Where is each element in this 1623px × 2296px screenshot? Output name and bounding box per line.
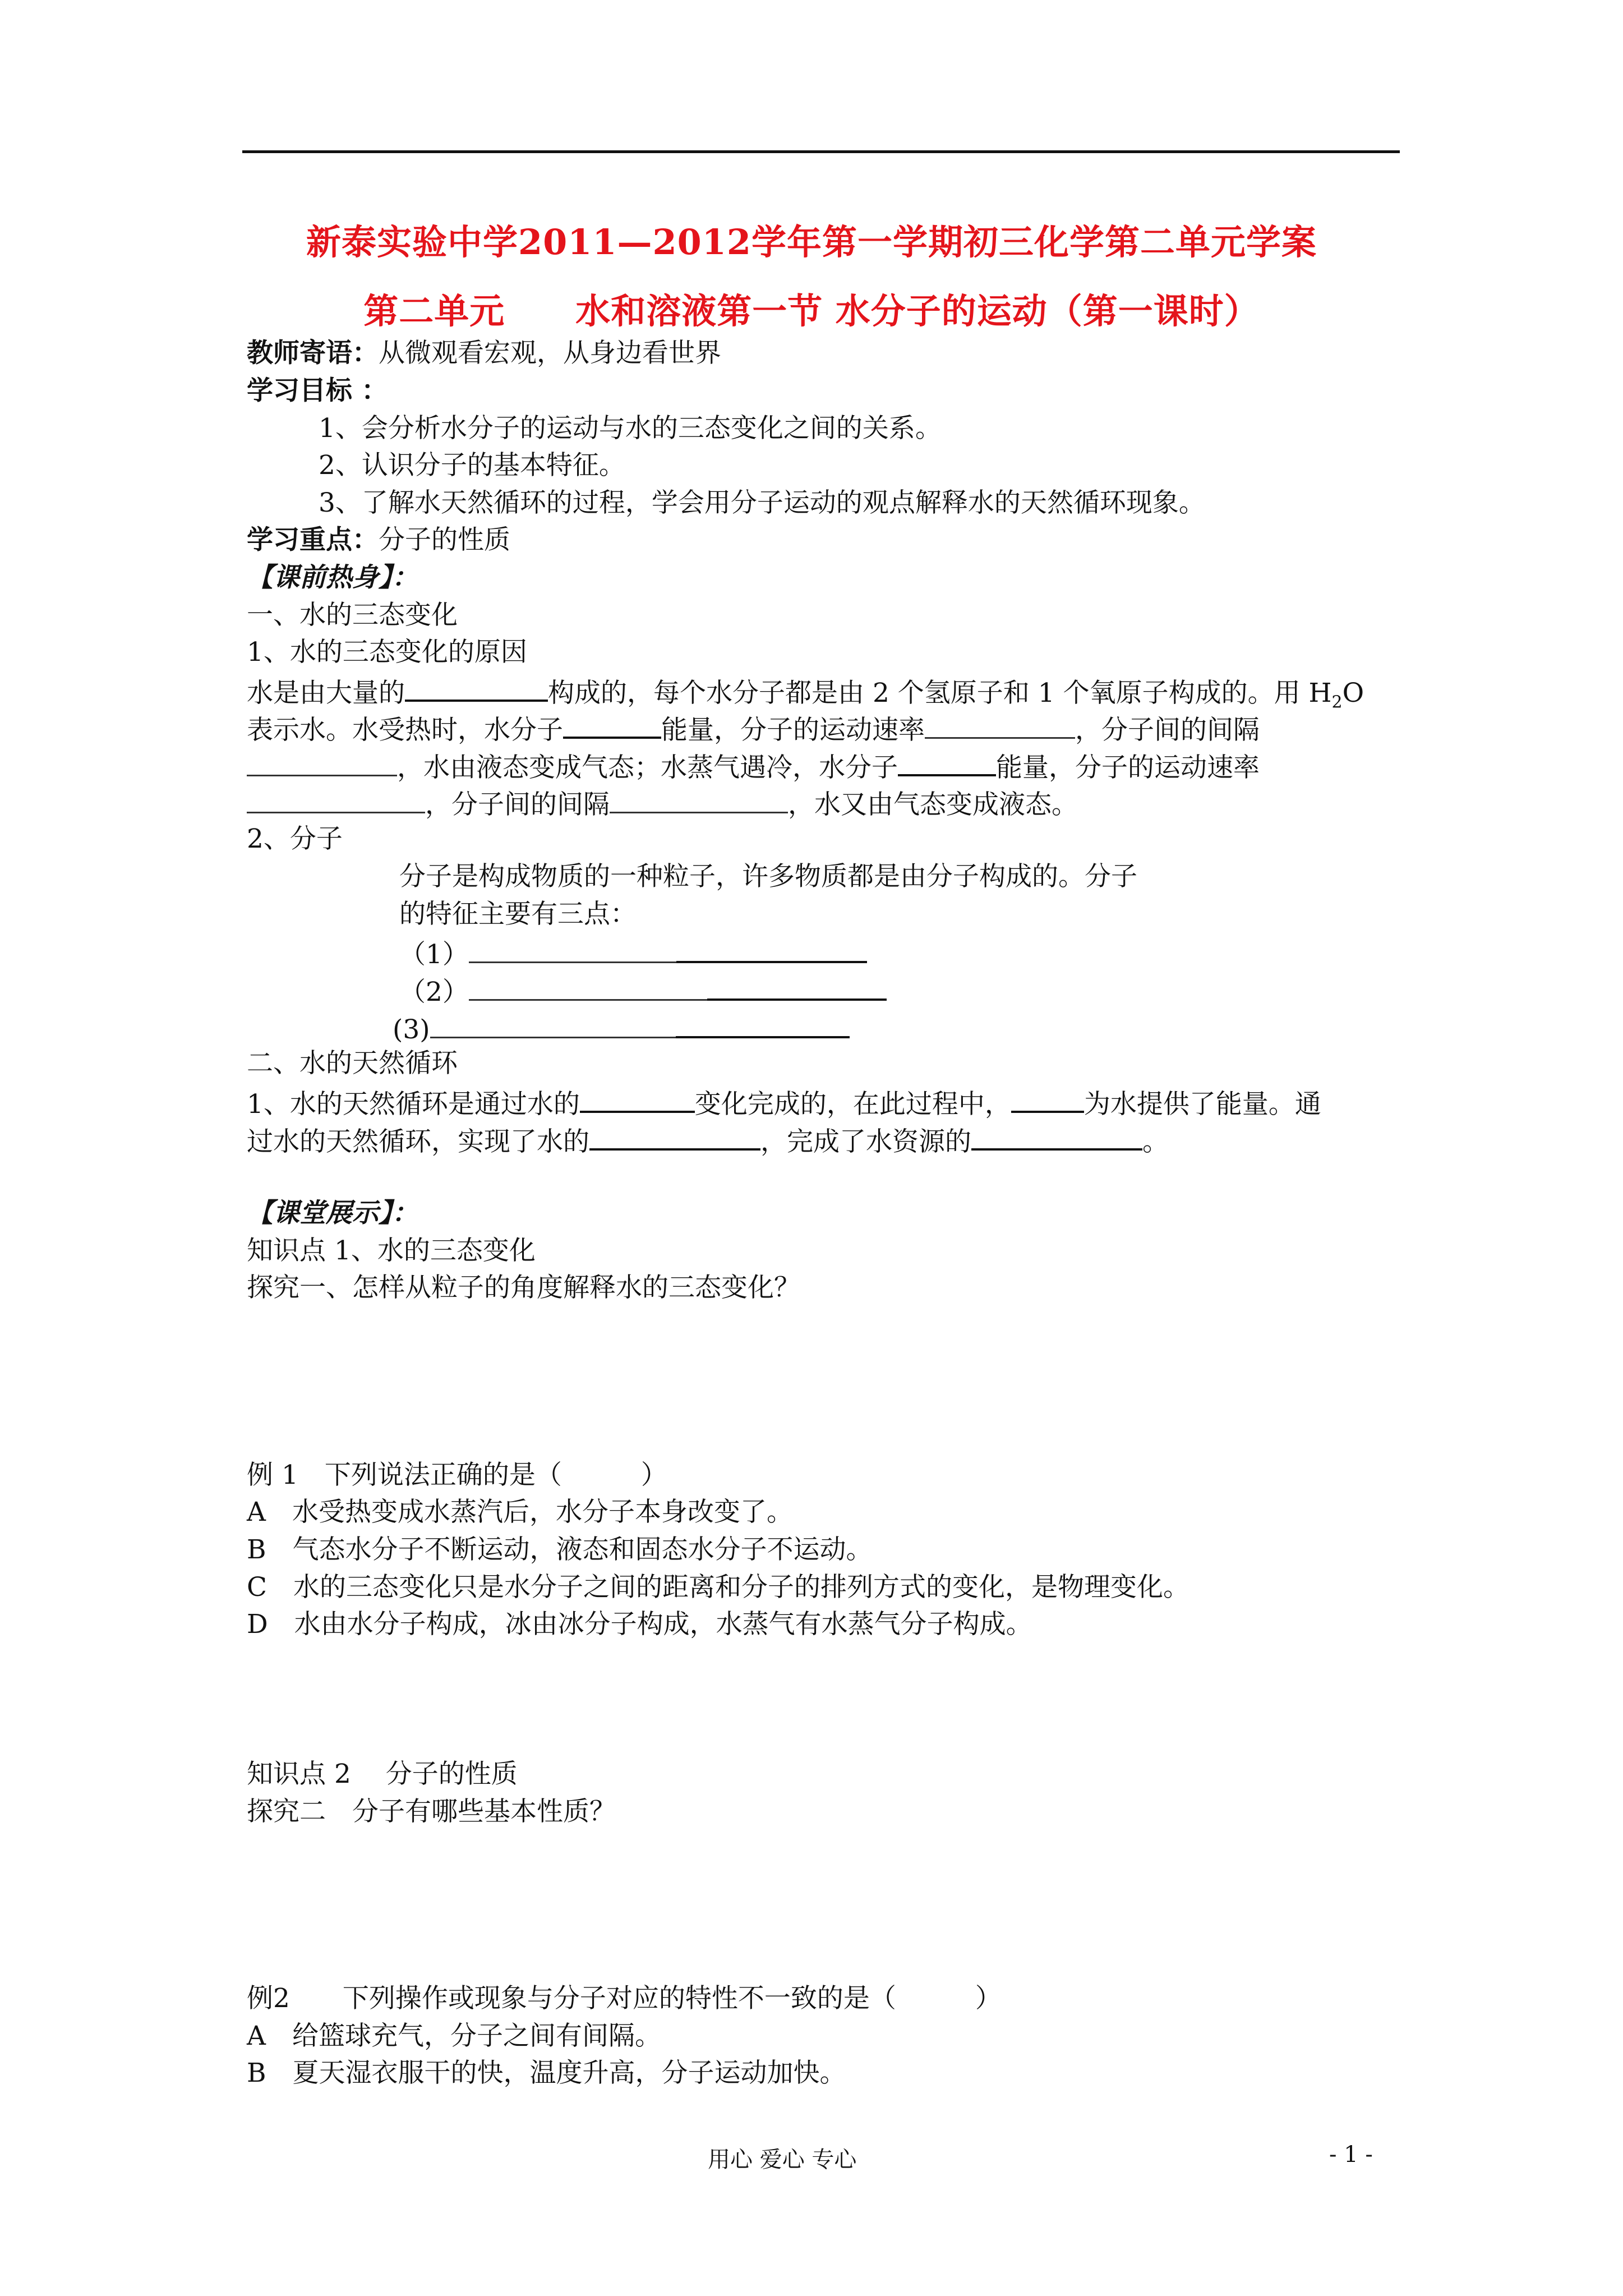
objective-1: 1、会分析水分子的运动与水的三态变化之间的关系。 <box>319 413 942 444</box>
section-heading-1: 一、水的三态变化 <box>247 600 458 631</box>
fill-blank[interactable] <box>469 971 707 1001</box>
fill-blank[interactable] <box>563 708 661 739</box>
fill-blank[interactable] <box>430 1009 676 1038</box>
knowledge-point-1: 知识点 1、水的三态变化 <box>247 1235 536 1266</box>
document-title: 新泰实验中学2011—2012学年第一学期初三化学第二单元学案 <box>306 222 1317 263</box>
molecule-paragraph-1: 分子是构成物质的一种粒子，许多物质都是由分子构成的。分子 <box>399 861 1137 892</box>
example-1-option-c: C 水的三态变化只是水分子之间的距离和分子的排列方式的变化，是物理变化。 <box>247 1572 1189 1603</box>
subsection-1: 1、水的三态变化的原因 <box>247 637 527 668</box>
example-1-option-b: B 气态水分子不断运动，液态和固态水分子不运动。 <box>247 1534 873 1565</box>
example-2-option-b: B 夏天湿衣服干的快，温度升高，分子运动加快。 <box>247 2058 846 2088</box>
cycle-line-2: 过水的天然循环，实现了水的 ，完成了水资源的 。 <box>247 1120 1169 1161</box>
cycle-line-1: 1、水的天然循环是通过水的 变化完成的，在此过程中， 为水提供了能量。通 <box>247 1083 1321 1123</box>
paragraph-line-3: ，水由液态变成气态；水蒸气遇冷，水分子 能量，分子的运动速率 <box>247 746 1260 786</box>
page-number: - 1 - <box>1329 2142 1373 2168</box>
explore-2: 探究二 分子有哪些基本性质？ <box>247 1796 616 1827</box>
document-subtitle: 第二单元 水和溶液第一节 水分子的运动（第一课时） <box>363 291 1260 332</box>
paragraph-line-4: ，分子间的间隔 ，水又由气态变成液态。 <box>247 784 1078 823</box>
feature-1: （1） <box>399 933 867 973</box>
objectives-label: 学习目标 ： <box>247 375 388 406</box>
fill-blank[interactable] <box>589 1120 760 1151</box>
footer-motto: 用心 爱心 专心 <box>708 2147 857 2173</box>
key-point-label: 学习重点： <box>247 524 379 555</box>
explore-1: 探究一、怎样从粒子的角度解释水的三态变化？ <box>247 1272 800 1303</box>
key-point <box>247 522 510 559</box>
fill-blank[interactable] <box>898 746 996 776</box>
fill-blank[interactable] <box>925 709 1075 739</box>
knowledge-point-2: 知识点 2 分子的性质 <box>247 1759 518 1789</box>
fill-blank[interactable] <box>676 1008 850 1038</box>
fill-blank[interactable] <box>610 784 788 813</box>
fill-blank[interactable] <box>580 1083 695 1113</box>
key-point-text: 分子的性质 <box>379 524 510 555</box>
fill-blank[interactable] <box>405 671 548 702</box>
classroom-heading: 【课堂展示】： <box>247 1198 418 1228</box>
example-1: 例 1 下列说法正确的是（ ） <box>247 1460 667 1490</box>
objective-3: 3、了解水天然循环的过程，学会用分子运动的观点解释水的天然循环现象。 <box>319 487 1205 518</box>
paragraph-line-2: 表示水。水受热时，水分子 能量，分子的运动速率 ，分子间的间隔 <box>247 708 1260 749</box>
fill-blank[interactable] <box>247 784 425 813</box>
example-2-option-a: A 给篮球充气，分子之间有间隔。 <box>247 2021 661 2051</box>
example-1-option-a: A 水受热变成水蒸汽后，水分子本身改变了。 <box>247 1497 793 1527</box>
fill-blank[interactable] <box>469 933 676 963</box>
example-1-option-d: D 水由水分子构成，冰由冰分子构成，水蒸气有水蒸气分子构成。 <box>247 1609 1032 1640</box>
molecule-paragraph-2: 的特征主要有三点： <box>399 899 637 930</box>
fill-blank[interactable] <box>1011 1083 1084 1113</box>
feature-2: （2） <box>399 970 887 1011</box>
fill-blank[interactable] <box>707 970 887 1001</box>
paragraph-line-1: 水是由大量的 构成的，每个水分子都是由 2 个氢原子和 1 个氧原子构成的。用 $H_2O$ <box>247 671 1364 721</box>
objective-2: 2、认识分子的基本特征。 <box>319 450 625 481</box>
warmup-heading: 【课前热身】： <box>247 562 418 593</box>
section-heading-2: 二、水的天然循环 <box>247 1048 458 1079</box>
teacher-words <box>247 335 721 372</box>
fill-blank[interactable] <box>971 1120 1142 1151</box>
example-2: 例2 下列操作或现象与分子对应的特性不一致的是（ ） <box>247 1983 1002 2014</box>
feature-3: (3) <box>393 1008 850 1048</box>
teacher-words-label: 教师寄语： <box>247 338 379 369</box>
header-rule <box>242 150 1400 153</box>
subsection-2: 2、分子 <box>247 823 343 854</box>
teacher-words-text: 从微观看宏观，从身边看世界 <box>379 338 721 369</box>
fill-blank[interactable] <box>676 933 867 963</box>
fill-blank[interactable] <box>247 747 397 776</box>
